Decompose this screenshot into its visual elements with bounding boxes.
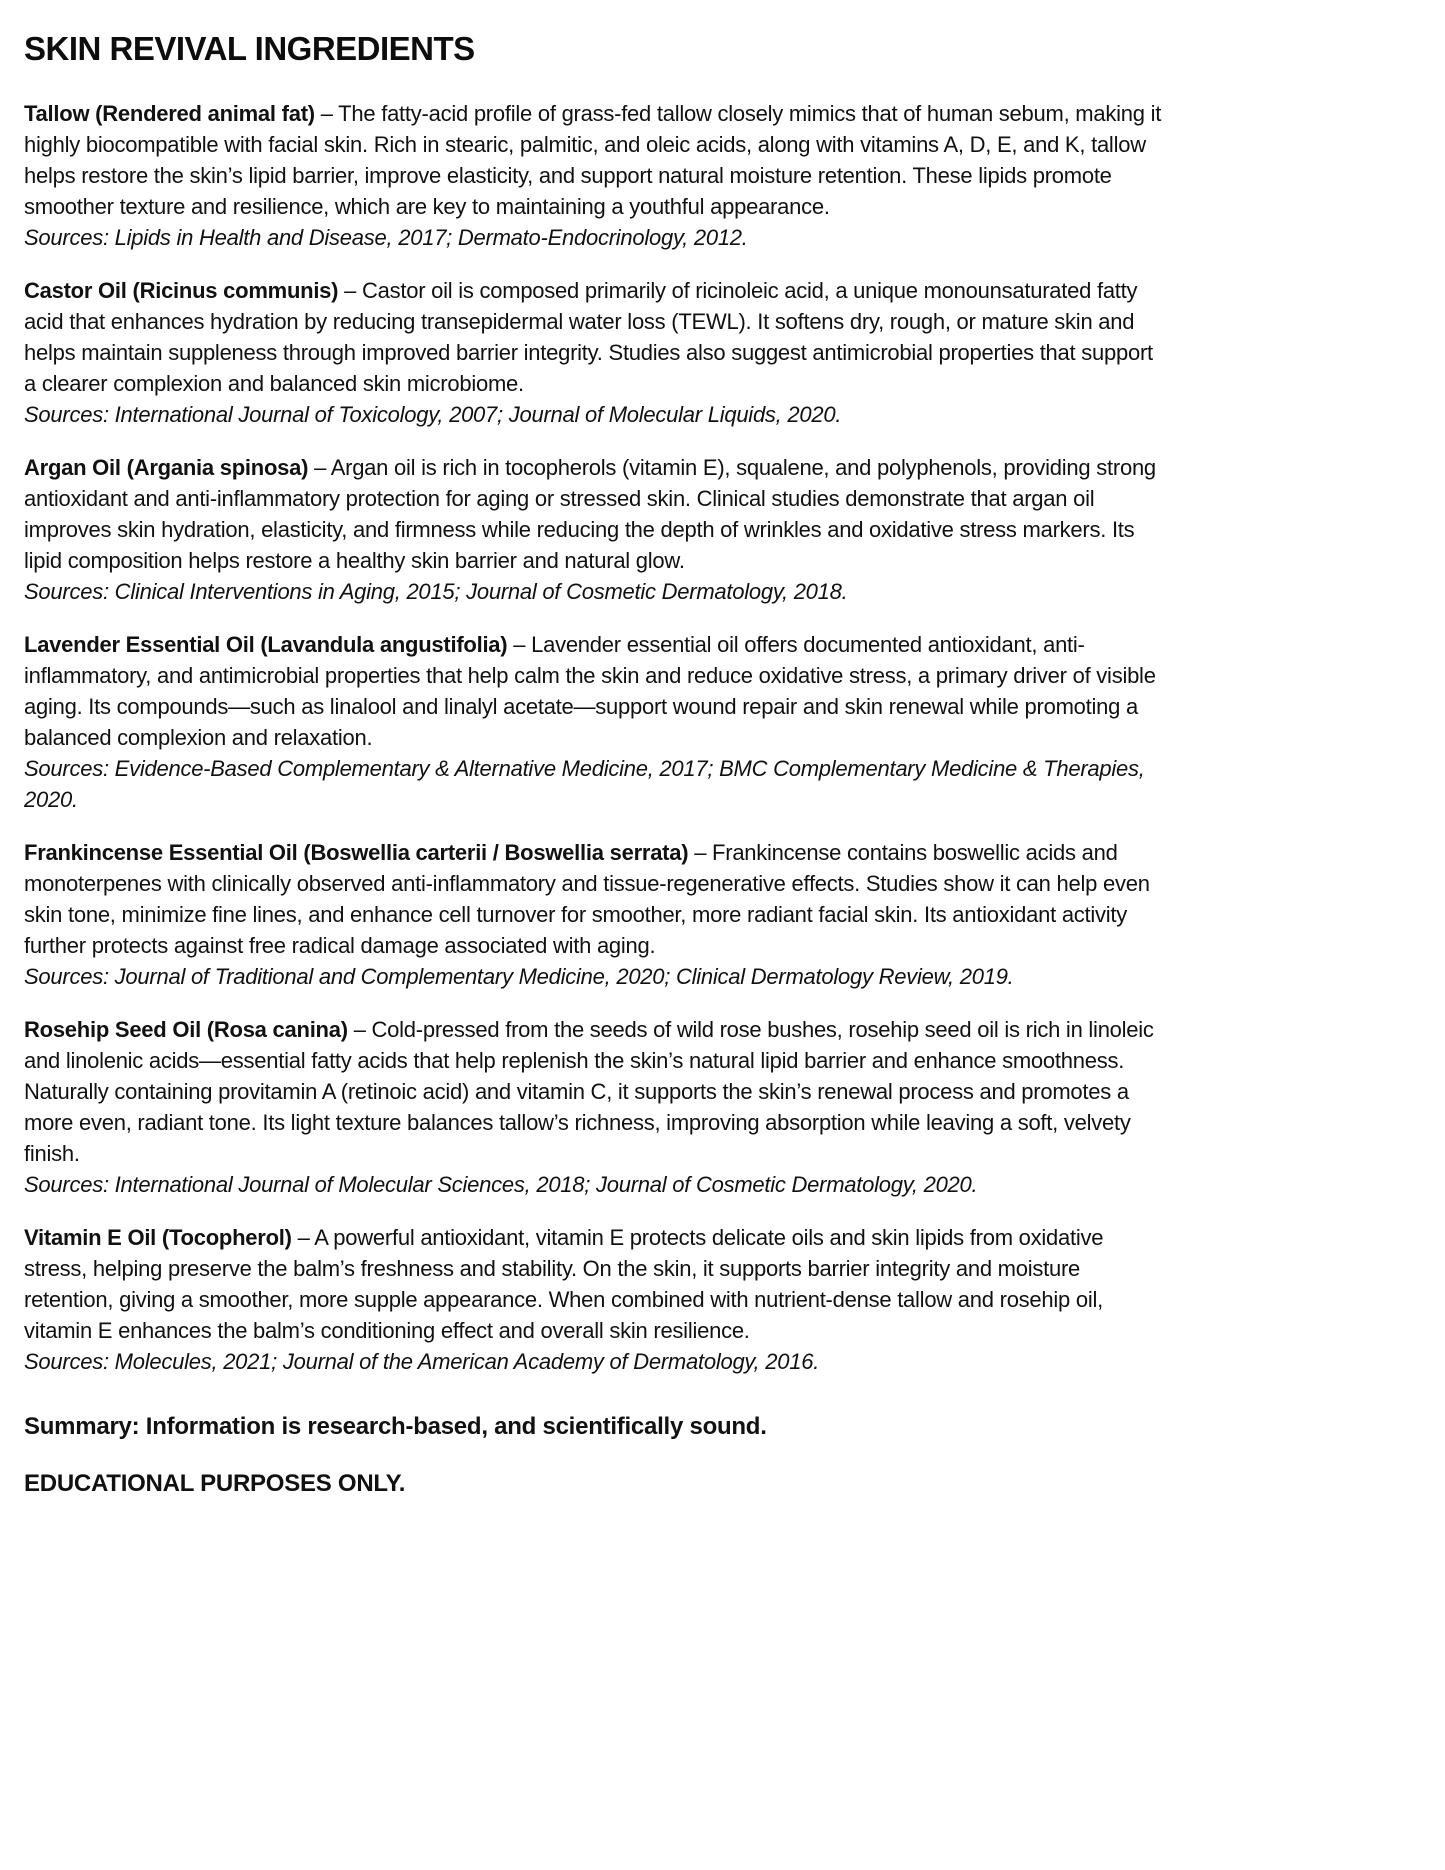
ingredient-paragraph	[24, 98, 1164, 222]
ingredient-name: Lavender Essential Oil (Lavandula angustifolia)	[24, 632, 508, 657]
ingredient-paragraph	[24, 275, 1164, 399]
ingredient-paragraph	[24, 837, 1164, 961]
ingredient-section-vitamin-e-oil	[24, 1222, 1164, 1377]
ingredient-sources: Sources: Clinical Interventions in Aging, 2015; Journal of Cosmetic Dermatology, 2018.	[24, 579, 848, 604]
ingredient-description: – Argan oil is rich in tocopherols (vitamin E), squalene, and polyphenols, providing strong antioxidant and anti-inflammatory protection for aging or stressed skin. Clinical studies demonstrate that argan oil improves skin hydration, elasticity, and firmness while reducing the depth of wrinkles and oxidative stress markers. Its lipid composition helps restore a healthy skin barrier and natural glow.	[24, 455, 1156, 573]
ingredient-description: – Castor oil is composed primarily of ricinoleic acid, a unique monounsaturated fatty acid that enhances hydration by reducing transepidermal water loss (TEWL). It softens dry, rough, or mature skin and helps maintain suppleness through improved barrier integrity. Studies also suggest antimicrobial properties that support a clearer complexion and balanced skin microbiome.	[24, 278, 1153, 396]
ingredient-description: – Cold-pressed from the seeds of wild rose bushes, rosehip seed oil is rich in linoleic and linolenic acids—essential fatty acids that help replenish the skin’s natural lipid barrier and enhance smoothness. Naturally containing provitamin A (retinoic acid) and vitamin C, it supports the skin’s renewal process and promotes a more even, radiant tone. Its light texture balances tallow’s richness, improving absorption while leaving a soft, velvety finish.	[24, 1017, 1154, 1166]
ingredient-section-frankincense-oil	[24, 837, 1164, 992]
ingredient-name: Tallow (Rendered animal fat)	[24, 101, 315, 126]
ingredient-section-argan-oil	[24, 452, 1164, 607]
ingredient-name: Argan Oil (Argania spinosa)	[24, 455, 309, 480]
ingredient-paragraph	[24, 629, 1164, 753]
disclaimer-text: EDUCATIONAL PURPOSES ONLY.	[24, 1470, 406, 1497]
ingredient-sources: Sources: International Journal of Toxicology, 2007; Journal of Molecular Liquids, 2020.	[24, 402, 842, 427]
ingredient-sources: Sources: Molecules, 2021; Journal of the American Academy of Dermatology, 2016.	[24, 1349, 820, 1374]
summary-text: Summary: Information is research-based, and scientifically sound.	[24, 1413, 767, 1440]
ingredient-sources: Sources: Journal of Traditional and Complementary Medicine, 2020; Clinical Dermatology Review, 2019.	[24, 964, 1014, 989]
ingredient-paragraph	[24, 1222, 1164, 1346]
ingredient-section-tallow	[24, 98, 1164, 253]
ingredient-paragraph	[24, 452, 1164, 576]
ingredient-description: – Frankincense contains boswellic acids and monoterpenes with clinically observed anti-inflammatory and tissue-regenerative effects. Studies show it can help even skin tone, minimize fine lines, and enhance cell turnover for smoother, more radiant facial skin. Its antioxidant activity further protects against free radical damage associated with aging.	[24, 840, 1150, 958]
ingredient-name: Frankincense Essential Oil (Boswellia carterii / Boswellia serrata)	[24, 840, 689, 865]
ingredient-paragraph	[24, 1014, 1164, 1169]
ingredient-section-lavender-oil	[24, 629, 1164, 815]
ingredient-sources: Sources: Lipids in Health and Disease, 2017; Dermato-Endocrinology, 2012.	[24, 225, 748, 250]
ingredient-sources: Sources: International Journal of Molecular Sciences, 2018; Journal of Cosmetic Dermatology, 2020.	[24, 1172, 978, 1197]
ingredient-section-castor-oil	[24, 275, 1164, 430]
ingredient-name: Castor Oil (Ricinus communis)	[24, 278, 339, 303]
ingredient-sources: Sources: Evidence-Based Complementary & Alternative Medicine, 2017; BMC Complementary Medicine & Therapies, 2020.	[24, 756, 1145, 812]
ingredient-section-rosehip-oil	[24, 1014, 1164, 1200]
ingredient-name: Rosehip Seed Oil (Rosa canina)	[24, 1017, 348, 1042]
ingredient-description: – The fatty-acid profile of grass-fed tallow closely mimics that of human sebum, making it highly biocompatible with facial skin. Rich in stearic, palmitic, and oleic acids, along with vitamins A, D, E, and K, tallow helps restore the skin’s lipid barrier, improve elasticity, and support natural moisture retention. These lipids promote smoother texture and resilience, which are key to maintaining a youthful appearance.	[24, 101, 1162, 219]
ingredient-name: Vitamin E Oil (Tocopherol)	[24, 1225, 292, 1250]
ingredient-description: – A powerful antioxidant, vitamin E protects delicate oils and skin lipids from oxidative stress, helping preserve the balm’s freshness and stability. On the skin, it supports barrier integrity and moisture retention, giving a smoother, more supple appearance. When combined with nutrient-dense tallow and rosehip oil, vitamin E enhances the balm’s conditioning effect and overall skin resilience.	[24, 1225, 1104, 1343]
ingredient-description: – Lavender essential oil offers documented antioxidant, anti-inflammatory, and antimicrobial properties that help calm the skin and reduce oxidative stress, a primary driver of visible aging. Its compounds—such as linalool and linalyl acetate—support wound repair and skin renewal while promoting a balanced complexion and relaxation.	[24, 632, 1156, 750]
page-title: SKIN REVIVAL INGREDIENTS	[24, 30, 475, 67]
